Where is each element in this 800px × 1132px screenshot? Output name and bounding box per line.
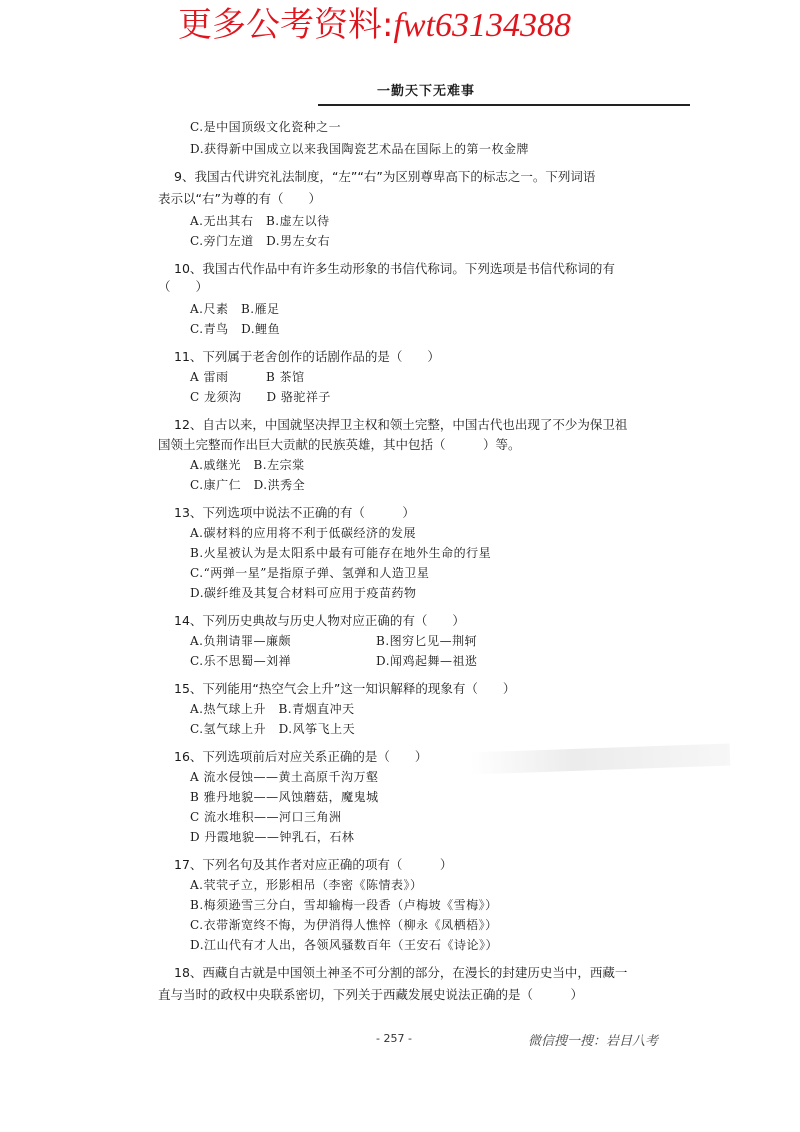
line-33: 17、下列名句及其作者对应正确的项有（ ）: [174, 857, 453, 872]
line-22: 14、下列历史典故与历史人物对应正确的有（ ）: [174, 613, 465, 628]
line-24: C.乐不思蜀—刘禅: [190, 654, 292, 668]
line-12: C 龙须沟 D 骆驼祥子: [190, 390, 331, 404]
footer-source: 微信搜一搜：岩目八考: [528, 1034, 659, 1049]
line-1: D.获得新中国成立以来我国陶瓷艺术品在国际上的第一枚金牌: [190, 142, 530, 156]
header-title: 一勤天下无难事: [376, 84, 475, 99]
line-18: A.碳材料的应用将不利于低碳经济的发展: [190, 526, 416, 540]
line-9: C.青鸟 D.鲤鱼: [190, 322, 281, 336]
q14-option-d: D.闻鸡起舞—祖逖: [376, 654, 478, 668]
line-13: 12、自古以来，中国就坚决捍卫主权和领土完整，中国古代也出现了不少为保卫祖: [174, 417, 628, 432]
line-21: D.碳纤维及其复合材料可应用于疫苗药物: [190, 586, 417, 600]
line-6: 10、我国古代作品中有许多生动形象的书信代称词。下列选项是书信代称词的有: [174, 261, 615, 276]
line-8: A.尺素 B.雁足: [190, 302, 280, 316]
line-14: 国领土完整而作出巨大贡献的民族英雄，其中包括（ ）等。: [158, 437, 521, 452]
line-32: D 丹霞地貌——钟乳石，石林: [190, 830, 355, 844]
line-38: 18、西藏自古就是中国领土神圣不可分割的部分，在漫长的封建历史当中，西藏一: [174, 965, 628, 980]
scan-smudge: [470, 743, 731, 774]
line-35: B.梅须逊雪三分白，雪却输梅一段香（卢梅坡《雪梅》）: [190, 898, 498, 912]
line-39: 直与当时的政权中央联系密切，下列关于西藏发展史说法正确的是（ ）: [158, 987, 584, 1002]
line-23: A.负荆请罪—廉颇: [190, 634, 291, 648]
watermark: 更多公考资料:fwt63134388: [178, 5, 572, 45]
q14-option-b: B.图穷匕见—荆轲: [376, 634, 478, 648]
line-5: C.旁门左道 D.男左女右: [190, 234, 331, 248]
line-4: A.无出其右 B.虚左以待: [190, 214, 330, 228]
line-3: 表示以“右”为尊的有（ ）: [158, 191, 321, 206]
line-17: 13、下列选项中说法不正确的有（ ）: [174, 505, 415, 520]
line-0: C.是中国顶级文化瓷种之一: [190, 120, 342, 134]
line-15: A.戚继光 B.左宗棠: [190, 458, 305, 472]
line-27: C.氢气球上升 D.风筝飞上天: [190, 722, 356, 736]
line-7: （ ）: [158, 279, 209, 294]
line-28: 16、下列选项前后对应关系正确的是（ ）: [174, 749, 428, 764]
line-20: C.“两弹一星”是指原子弹、氢弹和人造卫星: [190, 566, 430, 580]
line-37: D.江山代有才人出，各领风骚数百年（王安石《诗论》）: [190, 938, 499, 952]
header-rule: [318, 104, 690, 106]
line-36: C.衣带渐宽终不悔，为伊消得人憔悴（柳永《凤栖梧》）: [190, 918, 498, 932]
line-11: A 雷雨 B 茶馆: [190, 370, 305, 384]
line-26: A.热气球上升 B.青烟直冲天: [190, 702, 355, 716]
line-30: B 雅丹地貌——风蚀蘑菇，魔鬼城: [190, 790, 379, 804]
line-16: C.康广仁 D.洪秀全: [190, 478, 306, 492]
line-10: 11、下列属于老舍创作的话剧作品的是（ ）: [174, 349, 440, 364]
line-25: 15、下列能用“热空气会上升”这一知识解释的现象有（ ）: [174, 681, 516, 696]
line-2: 9、我国古代讲究礼法制度，“左”“右”为区别尊卑高下的标志之一。下列词语: [174, 169, 596, 184]
line-34: A.茕茕孑立，形影相吊（李密《陈情表》）: [190, 878, 423, 892]
line-29: A 流水侵蚀——黄土高原千沟万壑: [190, 770, 379, 784]
line-31: C 流水堆积——河口三角洲: [190, 810, 342, 824]
line-19: B.火星被认为是太阳系中最有可能存在地外生命的行星: [190, 546, 492, 560]
page-number: - 257 -: [376, 1032, 412, 1045]
